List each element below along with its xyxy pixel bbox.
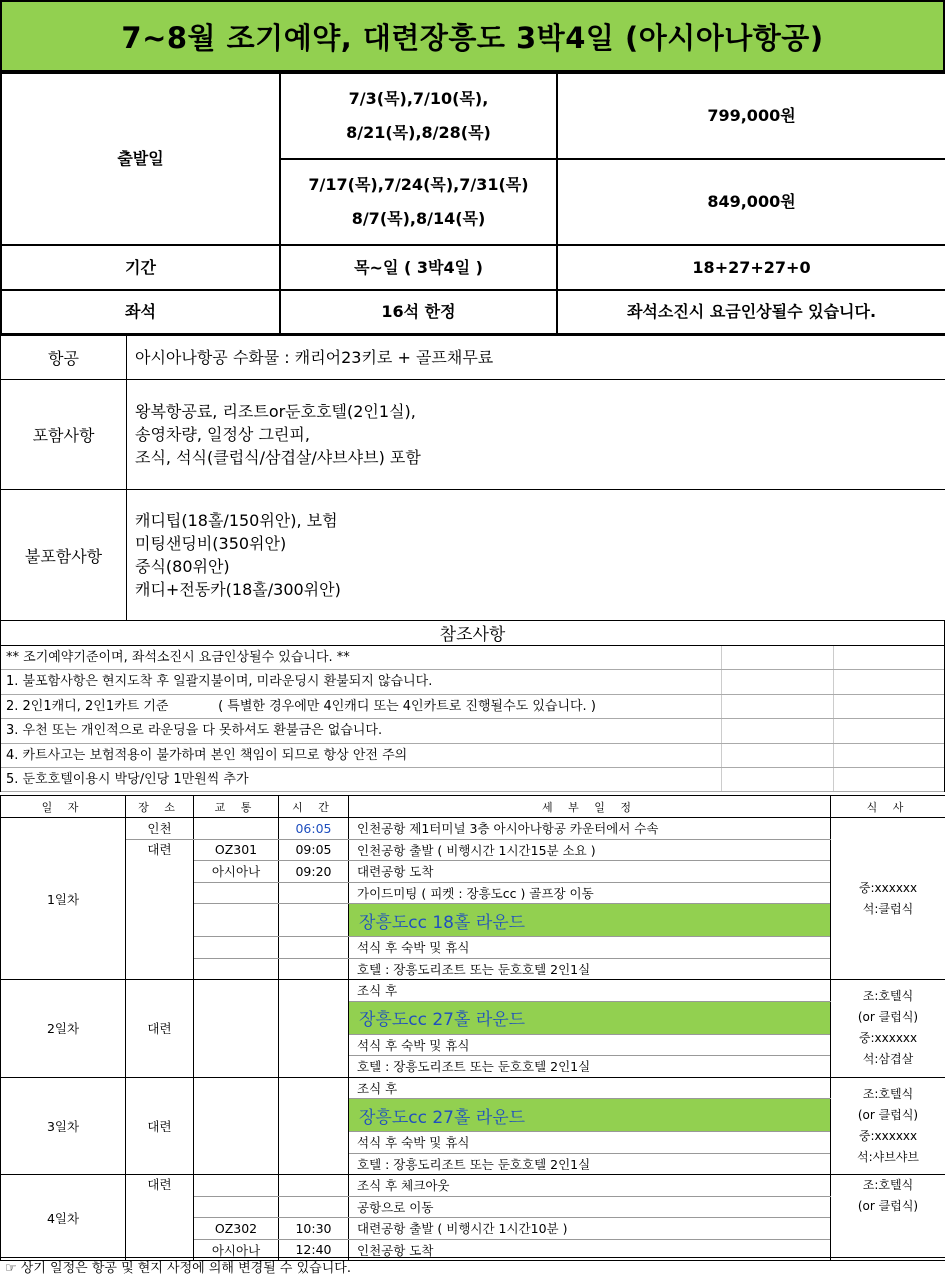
period-value: 목~일 ( 3박4일 ) — [280, 245, 557, 290]
table-cell — [194, 1175, 279, 1197]
airline-label: 항공 — [1, 336, 127, 380]
table-cell — [194, 980, 279, 1078]
day1-label: 1일차 — [1, 818, 126, 980]
header-date: 일 자 — [1, 796, 126, 818]
table-cell — [279, 958, 349, 980]
included-label: 포함사항 — [1, 380, 127, 490]
table-cell: 조식 후 — [349, 1077, 831, 1099]
note-item: 3. 우천 또는 개인적으로 라운딩을 다 못하셔도 환불금은 없습니다. — [1, 719, 944, 743]
note-item: 1. 불포함사항은 현지도착 후 일괄지불이며, 미라운딩시 환불되지 않습니다. — [1, 670, 944, 694]
notes-list — [0, 645, 945, 792]
day2-meal: 조:호텔식 (or 클럽식) 중:xxxxxx 석:삼겹살 — [831, 980, 945, 1078]
included-text: 왕복항공료, 리조트or둔호호텔(2인1실), 송영차량, 일정상 그린피, 조식, 석식(클럽식/삼겹살/샤브샤브) 포함 — [127, 380, 945, 490]
note-item: 5. 둔호호텔이용시 박당/인당 1만원씩 추가 — [1, 768, 944, 792]
airline-text: 아시아나항공 수화물 : 캐리어23키로 + 골프채무료 — [127, 336, 945, 380]
note-item: ** 조기예약기준이며, 좌석소진시 요금인상될수 있습니다. ** — [1, 646, 944, 670]
table-cell — [194, 958, 279, 980]
hand-pointing-icon: ☞ — [5, 1261, 17, 1276]
period-label: 기간 — [1, 245, 280, 290]
price-2: 849,000원 — [557, 159, 945, 245]
excluded-label: 불포함사항 — [1, 490, 127, 621]
table-cell — [279, 1196, 349, 1218]
info-table — [0, 335, 945, 621]
table-cell: 공항으로 이동 — [349, 1196, 831, 1218]
table-cell — [194, 1077, 279, 1175]
table-cell: 10:30 — [279, 1218, 349, 1240]
table-cell — [279, 882, 349, 904]
table-cell: 아시아나 — [194, 1239, 279, 1261]
golf-round-highlight: 장흥도cc 27홀 라운드 — [349, 1001, 831, 1034]
excluded-text: 캐디팁(18홀/150위안), 보험 미팅샌딩비(350위안) 중식(80위안) 캐디+전동카(18홀/300위안) — [127, 490, 945, 621]
day2-label: 2일차 — [1, 980, 126, 1078]
day3-place: 대련 — [126, 1077, 194, 1175]
table-cell — [194, 904, 279, 937]
day4-label: 4일차 — [1, 1175, 126, 1261]
table-cell — [279, 1175, 349, 1197]
table-cell: 아시아나 — [194, 861, 279, 883]
table-cell: 인천공항 출발 ( 비행시간 1시간15분 소요 ) — [349, 839, 831, 861]
day1-meal: 중:xxxxxx 석:클럽식 — [831, 818, 945, 980]
schedule-table — [0, 795, 945, 1261]
table-cell: 석식 후 숙박 및 휴식 — [349, 937, 831, 959]
table-cell: 석식 후 숙박 및 휴식 — [349, 1132, 831, 1154]
table-cell: 가이드미팅 ( 피켓 : 장흥도cc ) 골프장 이동 — [349, 882, 831, 904]
table-cell: 석식 후 숙박 및 휴식 — [349, 1034, 831, 1056]
day1-place-1: 인천 — [126, 818, 194, 840]
header-time: 시 간 — [279, 796, 349, 818]
price-1: 799,000원 — [557, 73, 945, 159]
table-cell: 호텔 : 장흥도리조트 또는 둔호호텔 2인1실 — [349, 1056, 831, 1078]
footer-note — [0, 1257, 945, 1280]
table-cell: 호텔 : 장흥도리조트 또는 둔호호텔 2인1실 — [349, 958, 831, 980]
table-cell: 호텔 : 장흥도리조트 또는 둔호호텔 2인1실 — [349, 1153, 831, 1175]
table-cell: 인천공항 도착 — [349, 1239, 831, 1261]
holes-value: 18+27+27+0 — [557, 245, 945, 290]
day3-meal: 조:호텔식 (or 클럽식) 중:xxxxxx 석:샤브샤브 — [831, 1077, 945, 1175]
table-cell — [279, 1077, 349, 1175]
departure-label: 출발일 — [1, 73, 280, 245]
table-cell — [194, 818, 279, 840]
day2-place: 대련 — [126, 980, 194, 1078]
seat-value: 16석 한정 — [280, 290, 557, 334]
header-detail: 세 부 일 정 — [349, 796, 831, 818]
golf-round-highlight: 장흥도cc 18홀 라운드 — [349, 904, 831, 937]
table-cell: 12:40 — [279, 1239, 349, 1261]
notes-title: 참조사항 — [0, 620, 945, 645]
seat-label: 좌석 — [1, 290, 280, 334]
day4-meal: 조:호텔식 (or 클럽식) — [831, 1175, 945, 1261]
day1-place-2: 대련 — [126, 839, 194, 980]
table-cell — [194, 1196, 279, 1218]
table-cell — [279, 980, 349, 1078]
table-cell: 인천공항 제1터미널 3층 아시아나항공 카운터에서 수속 — [349, 818, 831, 840]
table-cell: 조식 후 — [349, 980, 831, 1002]
table-cell: 대련공항 출발 ( 비행시간 1시간10분 ) — [349, 1218, 831, 1240]
summary-table — [0, 72, 945, 335]
header-meal: 식 사 — [831, 796, 945, 818]
departure-dates-2: 7/17(목),7/24(목),7/31(목) 8/7(목),8/14(목) — [280, 159, 557, 245]
page-title: 7~8월 조기예약, 대련장흥도 3박4일 (아시아나항공) — [0, 0, 945, 72]
table-cell: 09:05 — [279, 839, 349, 861]
header-transport: 교 통 — [194, 796, 279, 818]
table-cell: 대련공항 도착 — [349, 861, 831, 883]
table-cell: 조식 후 체크아웃 — [349, 1175, 831, 1197]
footer-text: 상기 일정은 항공 및 현지 사정에 의해 변경될 수 있습니다. — [20, 1261, 351, 1276]
seat-note: 좌석소진시 요금인상될수 있습니다. — [557, 290, 945, 334]
note-item: 2. 2인1캐디, 2인1카트 기준 ( 특별한 경우에만 4인캐디 또는 4인카트로 진행될수도 있습니다. ) — [1, 695, 944, 719]
header-place: 장 소 — [126, 796, 194, 818]
day3-label: 3일차 — [1, 1077, 126, 1175]
day4-place: 대련 — [126, 1175, 194, 1261]
table-cell — [194, 882, 279, 904]
departure-dates-1: 7/3(목),7/10(목), 8/21(목),8/28(목) — [280, 73, 557, 159]
note-item: 4. 카트사고는 보험적용이 불가하며 본인 책임이 되므로 항상 안전 주의 — [1, 744, 944, 768]
table-cell — [279, 904, 349, 937]
golf-round-highlight: 장흥도cc 27홀 라운드 — [349, 1099, 831, 1132]
table-cell: 09:20 — [279, 861, 349, 883]
table-cell: OZ301 — [194, 839, 279, 861]
table-cell: OZ302 — [194, 1218, 279, 1240]
table-cell — [279, 937, 349, 959]
table-cell: 06:05 — [279, 818, 349, 840]
table-cell — [194, 937, 279, 959]
